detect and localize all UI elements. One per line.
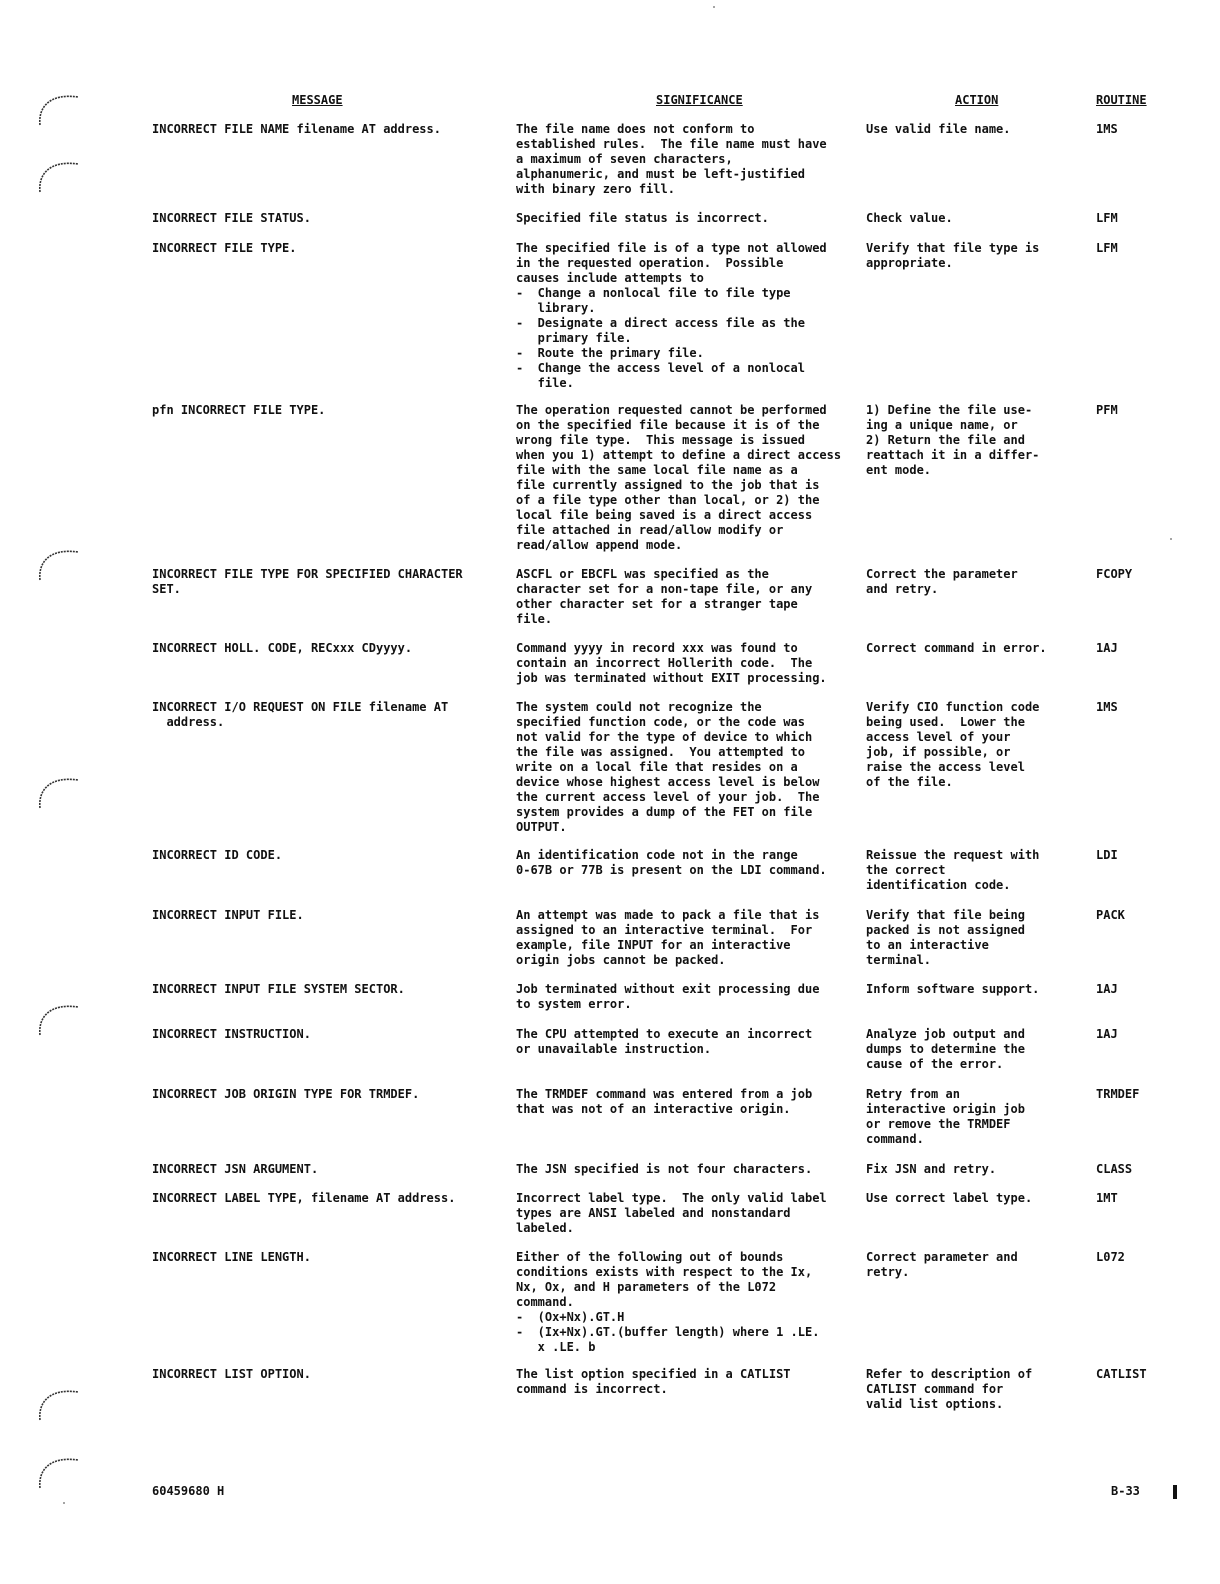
message-cell: INCORRECT LIST OPTION. (152, 1367, 311, 1381)
routine-cell: 1AJ (1096, 982, 1118, 996)
routine-cell: 1MS (1096, 700, 1118, 714)
column-header-routine: ROUTINE (1096, 93, 1147, 107)
routine-cell: 1MT (1096, 1191, 1118, 1205)
significance-cell: The system could not recognize the specified function code, or the code was not valid for the type of device to which the file was assigned. You attempted to write on a local file that resides on a device whose highest access level is below the current access level of your job. The system provides a dump of the FET on file OUTPUT. (516, 700, 820, 834)
routine-cell: LFM (1096, 241, 1118, 255)
action-cell: Verify CIO function code being used. Lower the access level of your job, if possible, or raise the access level of the file. (866, 700, 1040, 789)
routine-cell: FCOPY (1096, 567, 1133, 581)
message-cell: INCORRECT I/O REQUEST ON FILE filename AT address. (152, 700, 449, 729)
significance-cell: The TRMDEF command was entered from a job that was not of an interactive origin. (516, 1087, 813, 1116)
routine-cell: PACK (1096, 908, 1125, 922)
significance-cell: The JSN specified is not four characters. (516, 1162, 813, 1176)
message-cell: INCORRECT FILE TYPE FOR SPECIFIED CHARACTER SET. (152, 567, 463, 596)
action-cell: Reissue the request with the correct identification code. (866, 848, 1040, 892)
action-cell: Verify that file type is appropriate. (866, 241, 1040, 270)
action-cell: Inform software support. (866, 982, 1040, 996)
action-cell: Refer to description of CATLIST command for valid list options. (866, 1367, 1033, 1411)
action-cell: Analyze job output and dumps to determine the cause of the error. (866, 1027, 1025, 1071)
message-cell: INCORRECT ID CODE. (152, 848, 283, 862)
significance-cell: The file name does not conform to established rules. The file name must have a maximum of seven characters, alphanumeric, and must be left-justified with binary zero fill. (516, 122, 827, 196)
significance-cell: Incorrect label type. The only valid label types are ANSI labeled and nonstandard labeled. (516, 1191, 827, 1235)
routine-cell: L072 (1096, 1250, 1125, 1264)
routine-cell: 1AJ (1096, 1027, 1118, 1041)
message-cell: INCORRECT JOB ORIGIN TYPE FOR TRMDEF. (152, 1087, 420, 1101)
message-cell: INCORRECT INSTRUCTION. (152, 1027, 311, 1041)
significance-cell: ASCFL or EBCFL was specified as the character set for a non-tape file, or any other character set for a stranger tape file. (516, 567, 813, 626)
action-cell: Use valid file name. (866, 122, 1011, 136)
action-cell: Fix JSN and retry. (866, 1162, 997, 1176)
action-cell: Check value. (866, 211, 953, 225)
significance-cell: Either of the following out of bounds conditions exists with respect to the Ix, Nx, Ox, and H parameters of the L072 command. - (Ox+Nx).GT.H - (Ix+Nx).GT.(buffer length) where 1 .LE. x .LE. b (516, 1250, 820, 1354)
page-number: B-33 (1111, 1484, 1140, 1498)
action-cell: Verify that file being packed is not assigned to an interactive terminal. (866, 908, 1025, 967)
significance-cell: An identification code not in the range 0-67B or 77B is present on the LDI command. (516, 848, 827, 877)
significance-cell: Specified file status is incorrect. (516, 211, 769, 225)
message-cell: INCORRECT LABEL TYPE, filename AT address. (152, 1191, 456, 1205)
column-header-message: MESSAGE (292, 93, 343, 107)
routine-cell: 1MS (1096, 122, 1118, 136)
message-cell: INCORRECT LINE LENGTH. (152, 1250, 311, 1264)
action-cell: 1) Define the file use- ing a unique name, or 2) Return the file and reattach it in a differ- ent mode. (866, 403, 1040, 477)
routine-cell: LFM (1096, 211, 1118, 225)
action-cell: Correct command in error. (866, 641, 1047, 655)
change-bar (1173, 1485, 1177, 1499)
message-cell: INCORRECT INPUT FILE. (152, 908, 304, 922)
significance-cell: Command yyyy in record xxx was found to contain an incorrect Hollerith code. The job was terminated without EXIT processing. (516, 641, 827, 685)
routine-cell: LDI (1096, 848, 1118, 862)
action-cell: Use correct label type. (866, 1191, 1033, 1205)
routine-cell: PFM (1096, 403, 1118, 417)
significance-cell: The operation requested cannot be performed on the specified file because it is of the wrong file type. This message is issued when you 1) attempt to define a direct access file with the same local file name as a file currently assigned to the job that is of a file type other than local, or 2) the local file being saved is a direct access file attached in read/allow modify or read/allow append mode. (516, 403, 842, 552)
action-cell: Correct parameter and retry. (866, 1250, 1018, 1279)
action-cell: Correct the parameter and retry. (866, 567, 1018, 596)
significance-cell: An attempt was made to pack a file that is assigned to an interactive terminal. For example, file INPUT for an interactive origin jobs cannot be packed. (516, 908, 820, 967)
significance-cell: The CPU attempted to execute an incorrect or unavailable instruction. (516, 1027, 813, 1056)
routine-cell: CLASS (1096, 1162, 1133, 1176)
message-cell: INCORRECT JSN ARGUMENT. (152, 1162, 319, 1176)
significance-cell: The list option specified in a CATLIST command is incorrect. (516, 1367, 791, 1396)
action-cell: Retry from an interactive origin job or remove the TRMDEF command. (866, 1087, 1025, 1146)
significance-cell: The specified file is of a type not allowed in the requested operation. Possible causes include attempts to - Change a nonlocal file to file type library. - Designate a direct access file as the primary file. - Route the primary file. - Change the access level of a nonlocal file. (516, 241, 827, 390)
message-cell: INCORRECT FILE NAME filename AT address. (152, 122, 441, 136)
significance-cell: Job terminated without exit processing due to system error. (516, 982, 820, 1011)
routine-cell: 1AJ (1096, 641, 1118, 655)
message-cell: INCORRECT FILE STATUS. (152, 211, 311, 225)
message-cell: pfn INCORRECT FILE TYPE. (152, 403, 326, 417)
message-cell: INCORRECT INPUT FILE SYSTEM SECTOR. (152, 982, 405, 996)
message-cell: INCORRECT FILE TYPE. (152, 241, 297, 255)
routine-cell: TRMDEF (1096, 1087, 1140, 1101)
message-cell: INCORRECT HOLL. CODE, RECxxx CDyyyy. (152, 641, 413, 655)
column-header-action: ACTION (955, 93, 999, 107)
column-header-significance: SIGNIFICANCE (656, 93, 743, 107)
routine-cell: CATLIST (1096, 1367, 1147, 1381)
document-number: 60459680 H (152, 1484, 225, 1498)
